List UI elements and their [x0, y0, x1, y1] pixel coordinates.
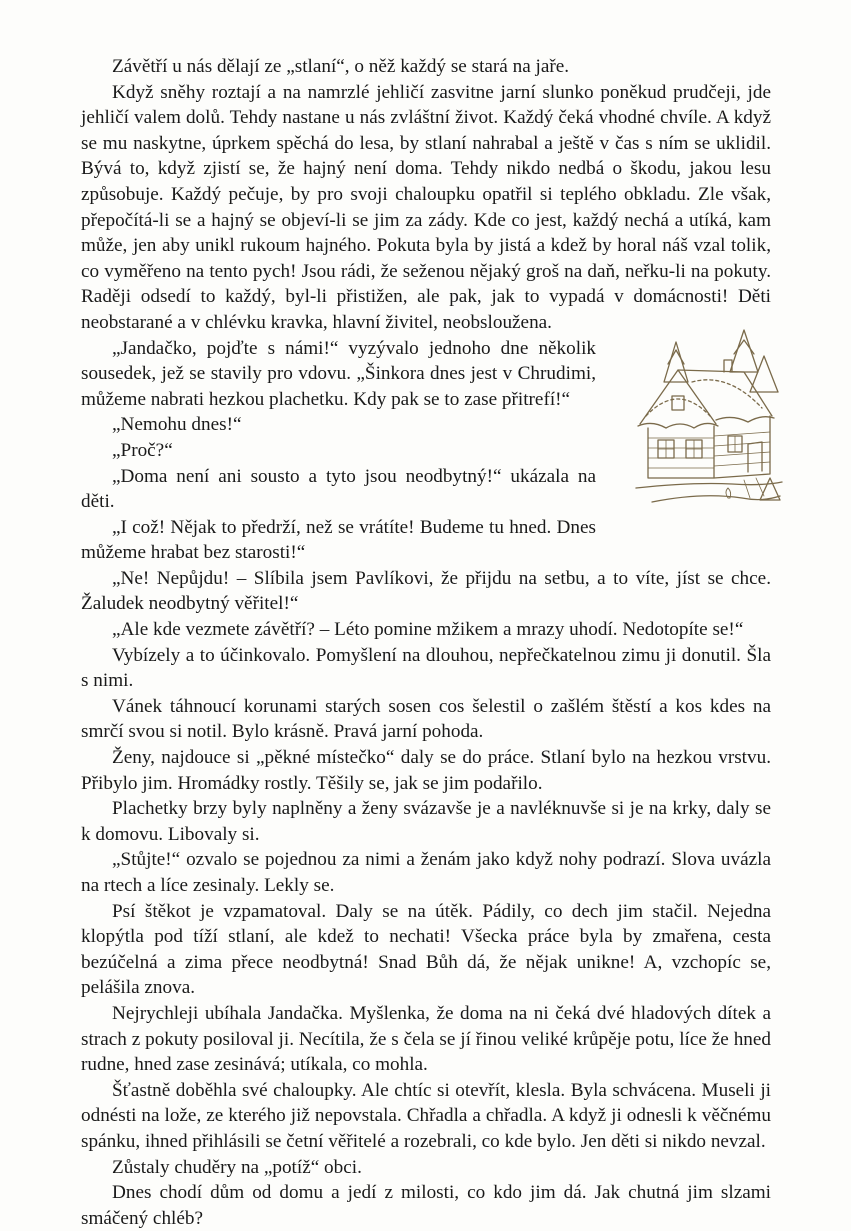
- paragraph: Šťastně doběhla své chaloupky. Ale chtíc si otevřít, klesla. Byla schvácena. Museli ji odnésti na lože, ze kterého již nepovstala. Chřadla a chřadla. A když ji odnesli k věčnému spánku, ihned přihlásili se četní věřitelé a rozebrali, co kde bylo. Jen děti si nikdo nevzal.: [81, 1079, 771, 1152]
- paragraph: Ženy, najdouce si „pěkné místečko“ daly se do práce. Stlaní bylo na hezkou vrstvu. Přibylo jim. Hromádky rostly. Těšily se, jak se jim podařilo.: [81, 747, 771, 794]
- paragraph: „I což! Nějak to předrží, než se vrátíte! Budeme tu hned. Dnes můžeme hrabat bez starosti!“: [81, 516, 596, 564]
- paragraph: „Stůjte!“ ozvalo se pojednou za nimi a ženám jako když nohy podrazí. Slova uvázla na rtech a líce zesinaly. Lekly se.: [81, 849, 771, 896]
- paragraph: „Doma není ani sousto a tyto jsou neodbytný!“ ukázala na děti.: [81, 465, 596, 513]
- paragraph: Zůstaly chuděry na „potíž“ obci.: [112, 1156, 362, 1178]
- paragraph: Závětří u nás dělají ze „stlaní“, o něž každý se stará na jaře.: [112, 56, 570, 77]
- paragraph: Plachetky brzy byly naplněny a ženy svázavše je a navléknuvše si je na krky, daly se k domovu. Libovaly si.: [81, 798, 771, 845]
- paragraph: Dnes chodí dům od domu a jedí z milosti, co kdo jim dá. Jak chutná jim slzami smáčený chléb?: [81, 1182, 771, 1229]
- cottage-illustration: [632, 312, 784, 512]
- paragraph: Vánek táhnoucí korunami starých sosen cos šelestil o zašlém štěstí a kos kdes na smrčí svou si notil. Bylo krásně. Pravá jarní pohoda.: [81, 695, 771, 743]
- paragraph: Když sněhy roztají a na namrzlé jehličí zasvitne jarní slunko poněkud prudčeji, jde jehličí valem dolů. Tehdy nastane u nás zvláštní život. Každý čeká vhodné chvíle. A když se mu naskytne, úprkem spěchá do lesa, by stlaní nahrabal a ještě v čas s ním se uklidil. Bývá to, když zjistí se, že hajný není doma. Tehdy nikdo nedbá o škodu, jakou lesu způsobuje. Každý pečuje, by pro svoji chaloupku opatřil si teplého obkladu. Zle však, přepočítá-li se a hajný se objeví-li se jim za zády. Kde co jest, každý nechá a utíká, kam může, jen aby unikl rukoum hajného. Pokuta byla by jistá a kdež by horal náš vzal tolik, co vyměřeno na tento pych! Jsou rádi, že seženou nějaký groš na daň, neřku-li na pokuty. Raději odsedí to každý, byl-li přistižen, ale pak, jak to vypadá v domácnosti! Děti neobstarané a v chlévku kravka, hlavní živitel, neobsloužena.: [81, 81, 771, 333]
- paragraph: Vybízely a to účinkovalo. Pomyšlení na dlouhou, nepřečkatelnou zimu ji donutil. Šla s nimi.: [81, 644, 771, 692]
- paragraph: „Ne! Nepůjdu! – Slíbila jsem Pavlíkovi, že přijdu na setbu, a to víte, jíst se chce. Žaludek neodbytný věřitel!“: [81, 567, 771, 615]
- paragraph: Psí štěkot je vzpamatoval. Daly se na útěk. Pádily, co dech jim stačil. Nejedna klopýtla pod tíží stlaní, ale kdež to nechati! Všecka práce byla by zmařena, cesta bezúčelná a zima přece neodbytná! Snad Bůh dá, že nějak unikne! A, vzchopíc se, pelášila znova.: [81, 900, 771, 999]
- paragraph: „Ale kde vezmete závětří? – Léto pomine mžikem a mrazy uhodí. Nedotopíte se!“: [112, 619, 744, 641]
- paragraph: „Nemohu dnes!“: [112, 414, 242, 436]
- paragraph: Nejrychleji ubíhala Jandačka. Myšlenka, že doma na ni čeká dvé hladových dítek a strach z pokuty posiloval ji. Necítila, že s čela se jí řinou veliké krůpěje potu, líce že hned rudne, hned zase zesinává; utíkala, co mohla.: [81, 1002, 771, 1076]
- paragraph: „Proč?“: [112, 439, 173, 461]
- paragraph: „Jandačko, pojďte s námi!“ vyzývalo jednoho dne několik sousedek, jež se stavily pro vdovu. „Šinkora dnes jest v Chrudimi, můžeme nabrati hezkou plachetku. Kdy pak se to zase přitrefí!“: [81, 337, 596, 410]
- story-text: [81, 54, 771, 1231]
